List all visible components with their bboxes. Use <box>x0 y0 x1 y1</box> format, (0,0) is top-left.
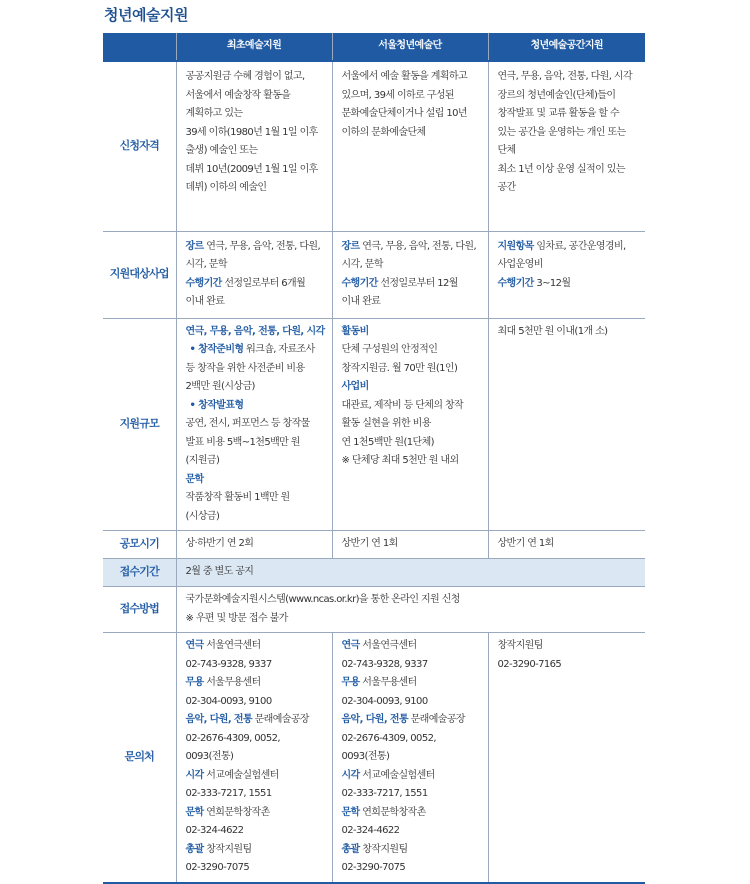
cell-line: 공간 <box>497 182 516 193</box>
phone-line: 02-743-9328, 9337 <box>341 658 428 670</box>
table-cell: 2월 중 별도 공지 <box>176 559 645 587</box>
cell-line <box>342 804 484 823</box>
phone-line: 02-304-0093, 9100 <box>185 695 272 707</box>
table-cell <box>176 587 645 633</box>
phone-line: 02-324-4622 <box>185 825 244 836</box>
value-text: 창작지원팀 <box>362 843 408 855</box>
header-corner <box>103 33 176 61</box>
cell-line <box>342 767 484 786</box>
table-cell: 상반기 연 1회 <box>332 531 488 559</box>
cell-line: 있으며, 39세 이하로 구성된 <box>341 89 454 101</box>
value-text: 워크숍, 자료조사 <box>246 344 315 355</box>
cell-line: 창작발표 및 교류 활동을 할 수 <box>497 108 620 119</box>
cell-line <box>498 275 642 294</box>
cell-line: 시각, 문학 <box>341 259 383 270</box>
key-label: 수행기간 <box>185 277 222 289</box>
cell-line: 서울에서 예술창작 활동을 <box>185 89 291 101</box>
table-cell <box>176 633 332 883</box>
row-header: 문의처 <box>103 633 176 883</box>
key-label: 문학 <box>185 806 204 818</box>
cell-line: 계획하고 있는 <box>185 108 243 119</box>
phone-line: 02-3290-7165 <box>497 658 562 670</box>
cell-line: 창작지원팀 <box>497 640 543 651</box>
key-label: 수행기간 <box>341 277 378 289</box>
cell-line <box>498 238 642 257</box>
table-cell <box>488 318 645 531</box>
cell-line: 대관료, 제작비 등 단체의 창작 <box>341 399 464 411</box>
cell-line: 최대 5천만 원 이내(1개 소) <box>497 325 608 337</box>
cell-line: ※ 단체당 최대 5천만 원 내외 <box>341 455 459 466</box>
row-header: 지원대상사업 <box>103 231 176 318</box>
phone-line: 0093(전통) <box>185 751 234 762</box>
key-label: 문학 <box>341 806 360 818</box>
cell-line <box>342 711 484 730</box>
table-cell <box>176 231 332 318</box>
phone-line: 02-333-7217, 1551 <box>185 788 272 799</box>
key-label: 사업비 <box>341 381 369 392</box>
key-label: 음악, 다원, 전통 <box>185 714 253 725</box>
key-label: 무용 <box>185 677 204 688</box>
key-label: 총괄 <box>341 843 360 855</box>
key-label: • 창작준비형 <box>189 344 244 355</box>
value-text: 창작지원팀 <box>206 843 252 855</box>
cell-line <box>342 674 484 693</box>
value-text: 문래예술공장 <box>254 714 309 725</box>
value-text: 연극, 무용, 음악, 전통, 다원, <box>362 240 477 252</box>
cell-line: 창작지원금. 월 70만 원(1인) <box>341 362 458 374</box>
value-text: 서교예술실험센터 <box>362 769 435 781</box>
table-cell <box>176 61 332 231</box>
table-cell <box>332 61 488 231</box>
cell-heading: 연극, 무용, 음악, 전통, 다원, 시각 <box>185 325 325 337</box>
value-text: 연희문학창작촌 <box>206 806 270 818</box>
table-row-deadline <box>103 559 645 587</box>
cell-line: 2백만 원(시상금) <box>185 381 255 392</box>
key-label: 시각 <box>185 769 204 781</box>
value-text: 문래예술공장 <box>410 714 465 725</box>
cell-line: 연 1천5백만 원(1단체) <box>341 436 434 448</box>
phone-line: 02-3290-7075 <box>185 862 250 873</box>
cell-line: 공공지원금 수혜 경험이 없고, <box>185 71 305 82</box>
table-cell: 상반기 연 1회 <box>488 531 645 559</box>
table-row-scale <box>103 318 645 531</box>
table-row-period <box>103 531 645 559</box>
cell-line: 연극, 무용, 음악, 전통, 다원, 시각 <box>497 71 633 82</box>
table-row-eligibility <box>103 61 645 231</box>
value-text: 연극, 무용, 음악, 전통, 다원, <box>206 240 321 252</box>
key-label: 시각 <box>341 769 360 781</box>
phone-line: 02-333-7217, 1551 <box>341 788 428 799</box>
cell-line: 장르의 청년예술인(단체)들이 <box>497 89 616 101</box>
table-cell <box>332 633 488 883</box>
cell-line <box>186 341 328 360</box>
column-header: 청년예술공간지원 <box>488 33 645 61</box>
table-cell <box>332 231 488 318</box>
cell-line: 단체 구성원의 안정적인 <box>341 344 438 355</box>
cell-line: 이내 완료 <box>185 296 225 307</box>
row-header: 접수기간 <box>103 559 176 587</box>
key-label: 연극 <box>185 640 204 651</box>
cell-line <box>186 804 328 823</box>
value-text: 서울무용센터 <box>206 677 261 688</box>
cell-line <box>342 275 484 294</box>
table-cell <box>176 318 332 531</box>
key-label: 문학 <box>185 473 204 485</box>
key-label: 연극 <box>341 640 360 651</box>
table-row-target <box>103 231 645 318</box>
phone-line: 02-304-0093, 9100 <box>341 695 428 707</box>
cell-line <box>342 238 484 257</box>
value-text: 임차료, 공간운영경비, <box>536 240 626 252</box>
column-header: 서울청년예술단 <box>332 33 488 61</box>
page-title: 청년예술지원 <box>104 6 188 24</box>
key-label: 음악, 다원, 전통 <box>341 714 409 725</box>
cell-line: 최소 1년 이상 운영 실적이 있는 <box>497 163 625 175</box>
table-row-contact <box>103 633 645 883</box>
table-cell <box>488 231 645 318</box>
table-cell <box>488 61 645 231</box>
key-label: 활동비 <box>341 325 369 337</box>
cell-line <box>186 841 328 860</box>
cell-line: 단체 <box>497 145 516 156</box>
cell-line: 시각, 문학 <box>185 259 227 270</box>
key-label: 장르 <box>185 240 204 252</box>
cell-line <box>186 275 328 294</box>
row-header: 접수방법 <box>103 587 176 633</box>
table-row-method <box>103 587 645 633</box>
cell-line <box>342 841 484 860</box>
value-text: 선정일로부터 6개월 <box>224 277 306 289</box>
cell-line: 발표 비용 5백~1천5백만 원 <box>185 436 300 448</box>
phone-line: 0093(전통) <box>341 751 390 762</box>
value-text: 서교예술실험센터 <box>206 769 279 781</box>
value-text: 3~12월 <box>536 277 571 289</box>
value-text: 선정일로부터 12월 <box>380 277 458 289</box>
cell-line: 서울에서 예술 활동을 계획하고 <box>341 71 468 82</box>
row-header: 공모시기 <box>103 531 176 559</box>
cell-line: 이하의 문화예술단체 <box>341 126 426 138</box>
phone-line: 02-2676-4309, 0052, <box>341 732 436 744</box>
key-label: 지원항목 <box>497 240 534 252</box>
cell-line: (지원금) <box>185 455 220 466</box>
cell-line <box>186 674 328 693</box>
table-cell <box>332 318 488 531</box>
cell-line <box>186 711 328 730</box>
cell-line <box>186 238 328 257</box>
phone-line: 02-3290-7075 <box>341 862 406 873</box>
phone-line: 02-324-4622 <box>341 825 400 836</box>
cell-line: 데뷔) 이하의 예술인 <box>185 182 267 193</box>
cell-line: 데뷔 10년(2009년 1월 1일 이후 <box>185 163 318 175</box>
cell-line: 등 창작을 위한 사전준비 비용 <box>185 362 305 374</box>
cell-line: 작품창작 활동비 1백만 원 <box>185 492 290 503</box>
cell-line: 39세 이하(1980년 1월 1일 이후 <box>185 126 318 138</box>
key-label: 무용 <box>341 677 360 688</box>
cell-line: ※ 우편 및 방문 접수 불가 <box>185 612 288 624</box>
cell-line: 있는 공간을 운영하는 개인 또는 <box>497 126 626 138</box>
table-cell <box>488 633 645 883</box>
cell-line <box>186 767 328 786</box>
key-label: • 창작발표형 <box>189 399 244 411</box>
cell-line: 사업운영비 <box>497 259 543 270</box>
cell-line: 국가문화예술지원시스템(www.ncas.or.kr)을 통한 온라인 지원 신청 <box>185 594 460 605</box>
phone-line: 02-743-9328, 9337 <box>185 658 272 670</box>
value-text: 서울연극센터 <box>206 640 261 651</box>
cell-line: 이내 완료 <box>341 296 381 307</box>
key-label: 수행기간 <box>497 277 534 289</box>
table-header-row <box>103 33 645 61</box>
key-label: 장르 <box>341 240 360 252</box>
cell-line: 공연, 전시, 퍼포먼스 등 창작물 <box>185 418 310 429</box>
cell-line: 문화예술단체이거나 설립 10년 <box>341 108 467 119</box>
cell-line <box>186 637 328 656</box>
cell-line: (시상금) <box>185 510 220 522</box>
row-header: 지원규모 <box>103 318 176 531</box>
table-cell: 상·하반기 연 2회 <box>176 531 332 559</box>
cell-line: 활동 실현을 위한 비용 <box>341 418 431 429</box>
column-header: 최초예술지원 <box>176 33 332 61</box>
cell-line <box>342 637 484 656</box>
support-table <box>103 33 645 884</box>
value-text: 서울무용센터 <box>362 677 417 688</box>
value-text: 연희문학창작촌 <box>362 806 426 818</box>
row-header: 신청자격 <box>103 61 176 231</box>
value-text: 서울연극센터 <box>362 640 417 651</box>
phone-line: 02-2676-4309, 0052, <box>185 732 280 744</box>
key-label: 총괄 <box>185 843 204 855</box>
cell-line: 출생) 예술인 또는 <box>185 145 258 156</box>
